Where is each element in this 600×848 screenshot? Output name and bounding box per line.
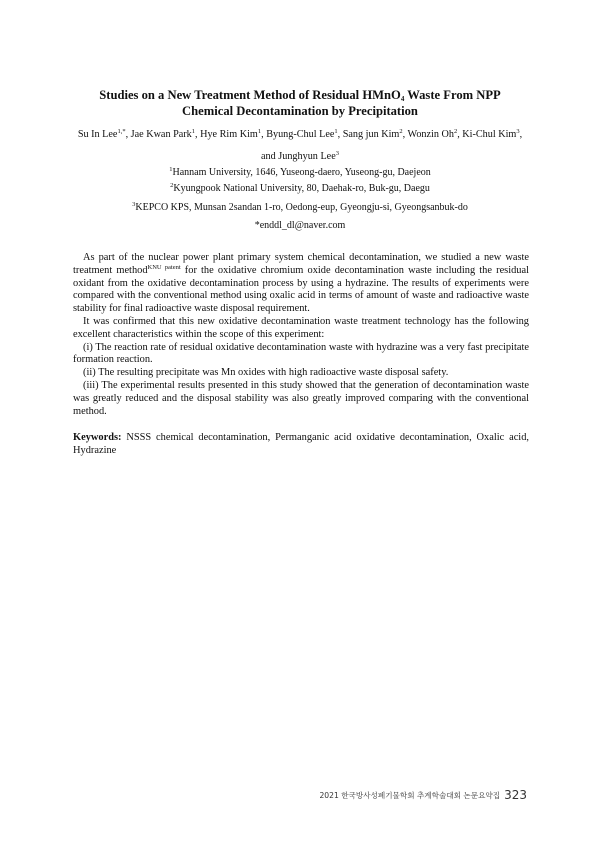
keywords xyxy=(73,431,529,457)
author: Ki-Chul Kim$^3$ xyxy=(462,128,520,140)
author: Hye Rim Kim$^1$ xyxy=(200,128,262,140)
proceedings-name: 2021 한국방사성폐기물학회 추계학술대회 논문요약집 xyxy=(319,791,501,800)
author: and Junghyun Lee$^3$ xyxy=(261,150,339,162)
author: Wonzin Oh$^2$ xyxy=(407,128,458,140)
abstract-list-item: (i) The reaction rate of residual oxidative decontamination waste with hydrazine was a very fast precipitate formation reaction. xyxy=(73,341,529,366)
author: Jae Kwan Park$^1$ xyxy=(130,128,196,140)
abstract-paragraph: It was confirmed that this new oxidative decontamination waste treatment technology has the following excellent characteristics within the scope of this experiment: xyxy=(73,315,529,340)
author: Sang jun Kim$^2$ xyxy=(342,128,403,140)
title-line1-suffix: Waste From NPP xyxy=(404,88,501,102)
page-footer xyxy=(319,788,527,802)
affiliation-2: $^2$Kyungpook National University, 80, Daehak-ro, Buk-gu, Daegu xyxy=(170,182,430,194)
title-line2: Chemical Decontamination by Precipitation xyxy=(182,104,418,118)
affiliation-3: $^3$KEPCO KPS, Munsan 2sandan 1-ro, Oedong-eup, Gyeongju-si, Gyeongsanbuk-do xyxy=(132,201,468,213)
page-number: 323 xyxy=(504,788,527,802)
paper-title xyxy=(60,87,540,119)
abstract-list-item: (iii) The experimental results presented in this study showed that the generation of decontamination waste was greatly reduced and the disposal stability was also greatly improved comparing with the conventional method. xyxy=(73,379,529,417)
author: Byung-Chul Lee$^1$ xyxy=(266,128,338,140)
author: Su In Lee$^{1,*}$ xyxy=(77,128,126,140)
keywords-text: NSSS chemical decontamination, Permanganic acid oxidative decontamination, Oxalic acid, Hydrazine xyxy=(73,432,529,456)
title-subscript: 4 xyxy=(400,95,405,103)
abstract-paragraph: As part of the nuclear power plant primary system chemical decontamination, we studied a new waste treatment method$^{KNU patent}$ for the oxidative chromium oxide decontamination waste including the residual oxidant from the oxidative decontamination process by using a hydrazine. The results of experiments were compared with the conventional method using oxalic acid in terms of amount of waste and radioactive waste stability for final radioactive waste disposal requirement. xyxy=(73,252,529,315)
corresponding-email: *enddl_dl@naver.com xyxy=(254,220,346,231)
abstract-list-item: (ii) The resulting precipitate was Mn oxides with high radioactive waste disposal safety. xyxy=(83,367,449,379)
title-line1-prefix: Studies on a New Treatment Method of Residual HMnO xyxy=(99,88,401,102)
author-list: Su In Lee$^{1,*}$, Jae Kwan Park$^1$, Hye Rim Kim$^1$, Byung-Chul Lee$^1$, Sang jun Kim$^2$, Wonzin Oh$^2$, Ki-Chul Kim$^3$, and Junghyun Lee$^3$ xyxy=(77,128,523,162)
affiliation-1: $^1$Hannam University, 1646, Yuseong-daero, Yuseong-gu, Daejeon xyxy=(169,166,431,178)
abstract xyxy=(73,252,529,418)
keywords-label: Keywords: xyxy=(73,432,122,443)
